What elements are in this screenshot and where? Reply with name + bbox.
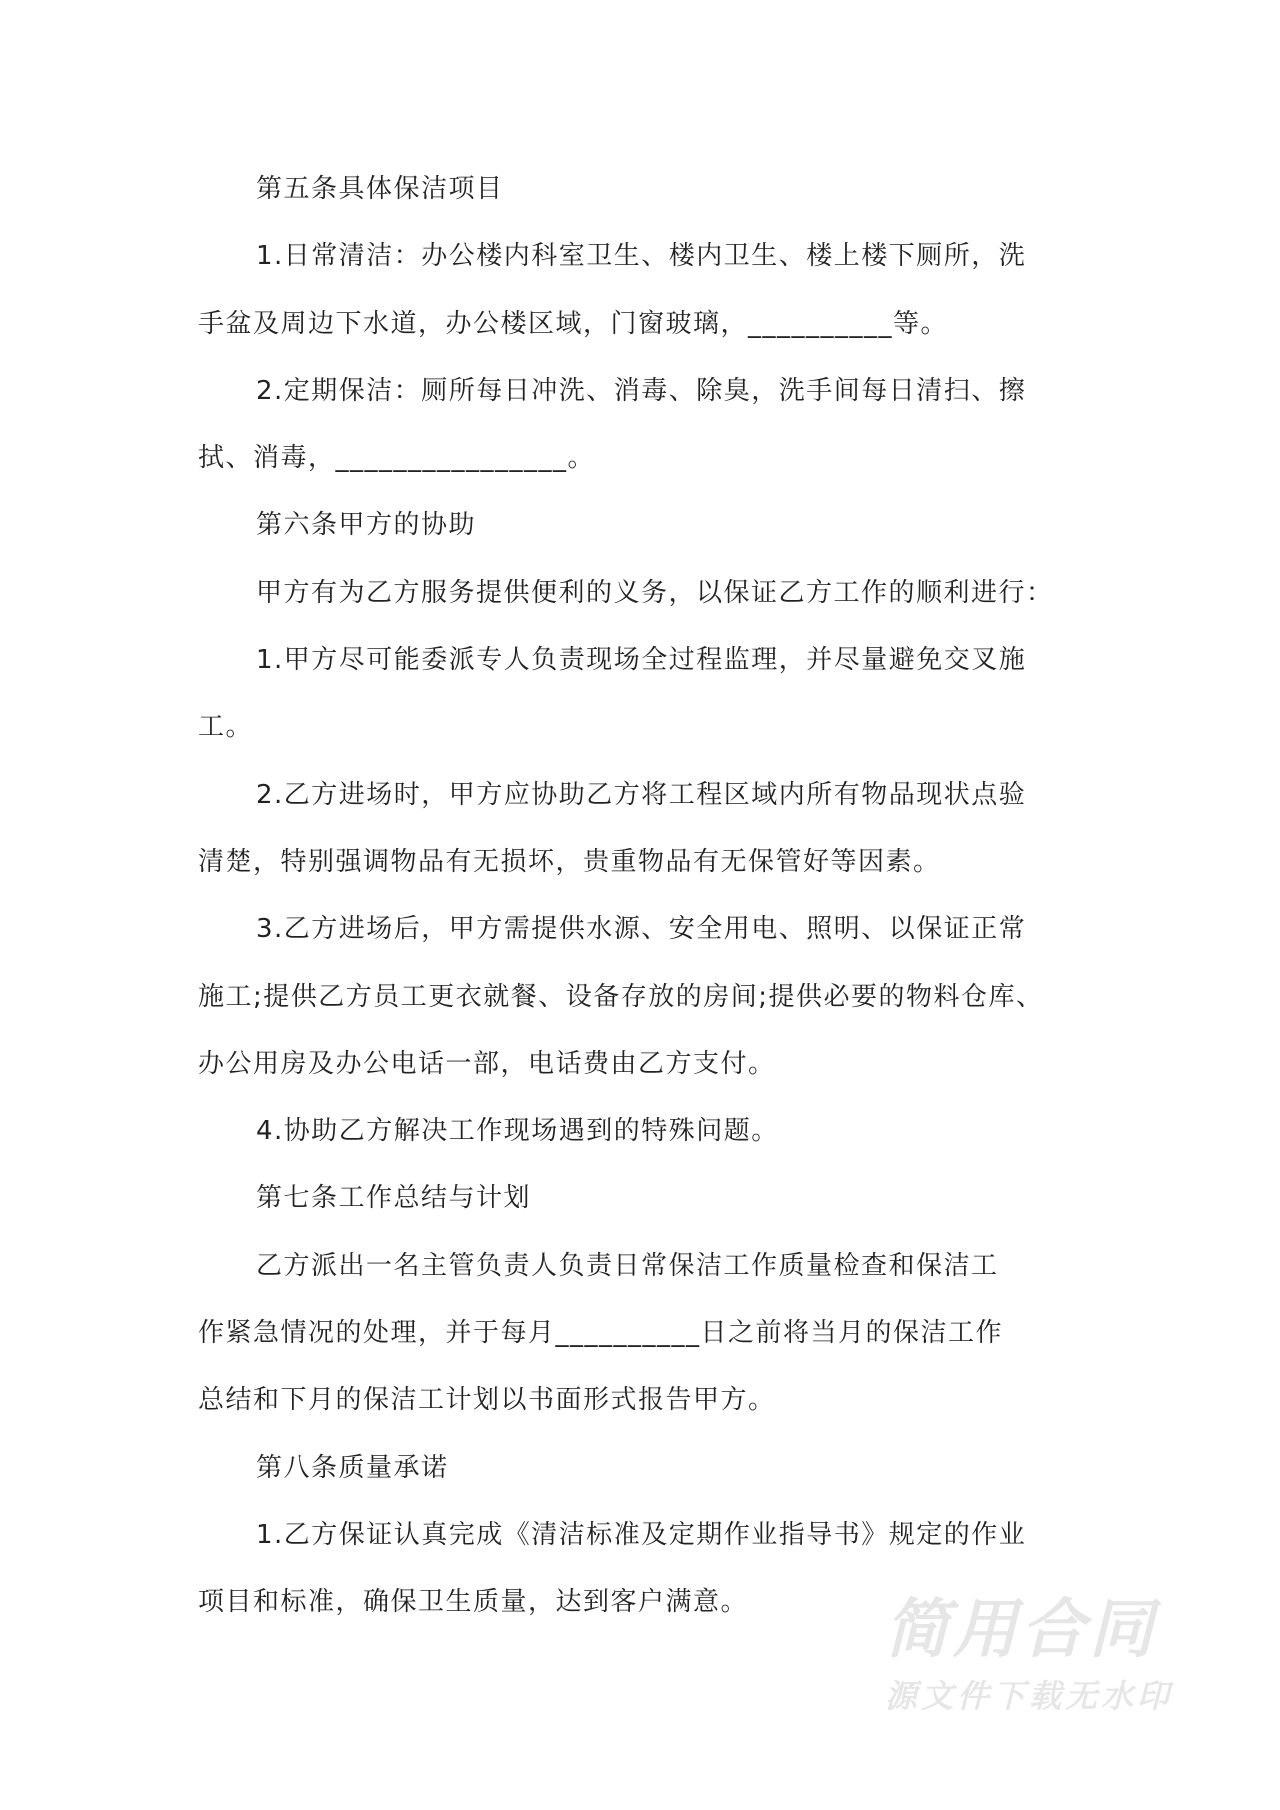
text-line: 工。	[198, 712, 254, 743]
text-line: 4.协助乙方解决工作现场遇到的特殊问题。	[256, 1116, 779, 1147]
text-line: 1.甲方尽可能委派专人负责现场全过程监理，并尽量避免交叉施	[256, 645, 1027, 676]
text-line: 施工;提供乙方员工更衣就餐、设备存放的房间;提供必要的物料仓库、	[198, 981, 1044, 1012]
paragraph	[198, 560, 1098, 627]
text-line: 1.乙方保证认真完成《清洁标准及定期作业指导书》规定的作业	[256, 1519, 1027, 1550]
text-line: 第五条具体保洁项目	[256, 174, 504, 204]
paragraph	[198, 1233, 1098, 1435]
text-line: 第七条工作总结与计划	[256, 1183, 532, 1214]
text-line: 2.乙方进场时，甲方应协助乙方将工程区域内所有物品现状点验	[256, 779, 1027, 810]
text-line: 办公用房及办公电话一部，电话费由乙方支付。	[198, 1048, 776, 1079]
paragraph	[198, 762, 1098, 897]
text-line: 乙方派出一名主管负责人负责日常保洁工作质量检查和保洁工	[256, 1250, 999, 1281]
text-line: 总结和下月的保洁工计划以书面形式报告甲方。	[198, 1385, 776, 1416]
text-line: 作紧急情况的处理，并于每月__________日之前将当月的保洁工作	[198, 1318, 1004, 1349]
paragraph	[198, 1165, 1098, 1232]
text-line: 拭、消毒，________________。	[198, 443, 596, 474]
paragraph	[198, 627, 1098, 762]
watermark	[885, 1592, 1173, 1718]
text-line: 第八条质量承诺	[256, 1452, 449, 1483]
document-body	[198, 156, 1098, 1637]
text-line: 手盆及周边下水道，办公楼区域，门窗玻璃，__________等。	[198, 308, 949, 339]
text-line: 清楚，特别强调物品有无损坏，贵重物品有无保管好等因素。	[198, 846, 941, 877]
watermark-title: 简用合同	[885, 1593, 1157, 1667]
paragraph	[198, 223, 1098, 358]
watermark-subtitle: 源文件下载无水印	[885, 1677, 1174, 1715]
text-line: 1.日常清洁：办公楼内科室卫生、楼内卫生、楼上楼下厕所，洗	[256, 241, 1027, 272]
paragraph	[198, 1098, 1098, 1165]
text-line: 项目和标准，确保卫生质量，达到客户满意。	[198, 1587, 749, 1618]
text-line: 2.定期保洁：厕所每日冲洗、消毒、除臭，洗手间每日清扫、擦	[256, 375, 1027, 406]
paragraph	[198, 156, 1098, 223]
paragraph	[198, 1435, 1098, 1502]
text-line: 第六条甲方的协助	[256, 510, 477, 541]
paragraph	[198, 492, 1098, 559]
text-line: 甲方有为乙方服务提供便利的义务，以保证乙方工作的顺利进行：	[256, 577, 1054, 608]
paragraph	[198, 358, 1098, 493]
text-line: 3.乙方进场后，甲方需提供水源、安全用电、照明、以保证正常	[256, 914, 1027, 945]
paragraph	[198, 896, 1098, 1098]
